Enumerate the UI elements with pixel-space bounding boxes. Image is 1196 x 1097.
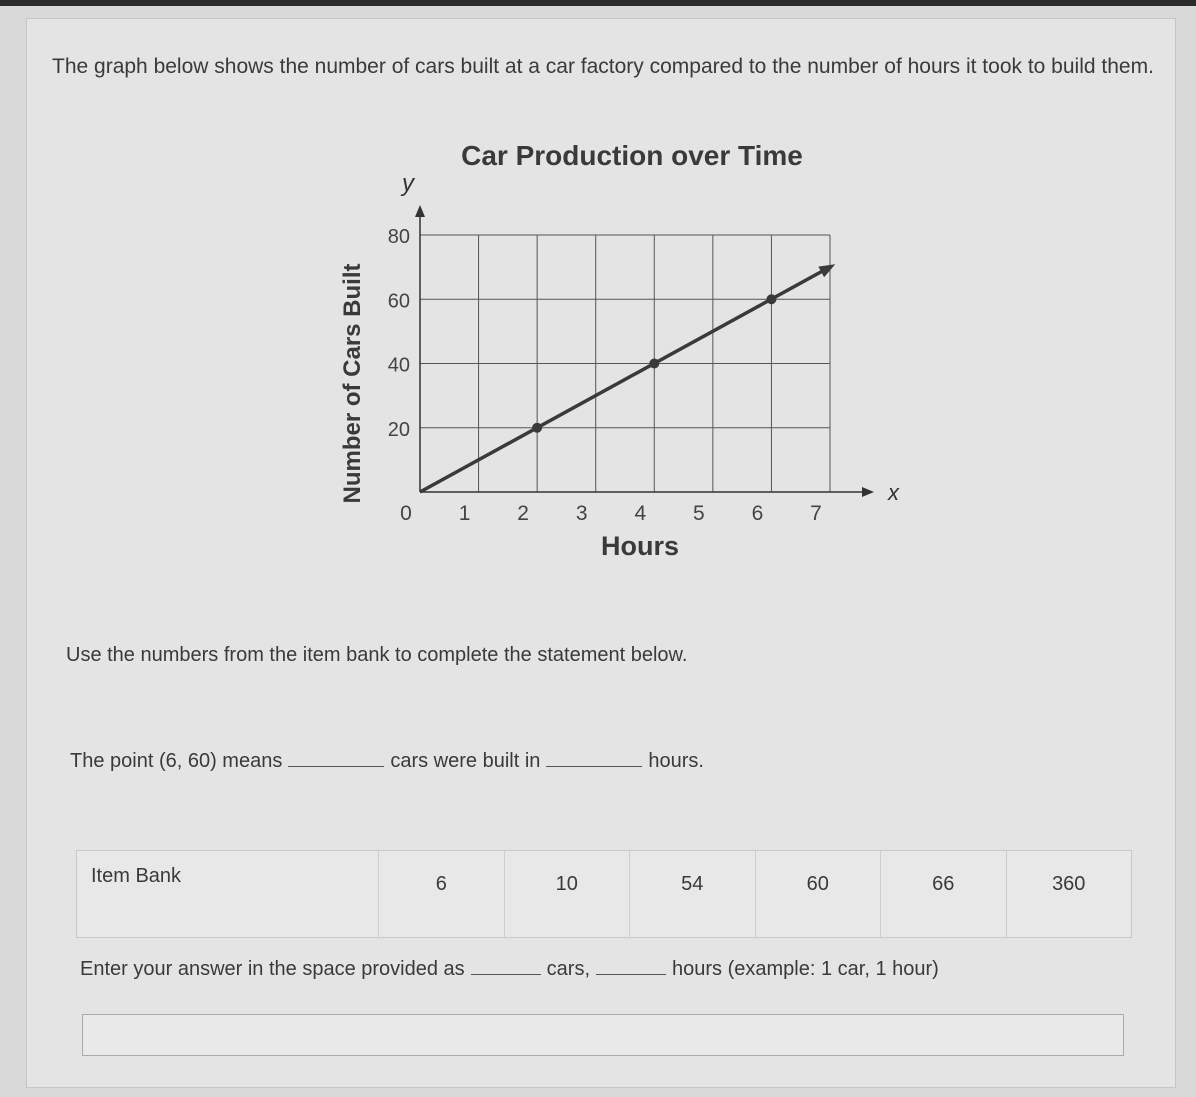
series-line bbox=[420, 269, 826, 492]
item-bank-option[interactable]: 66 bbox=[881, 851, 1007, 937]
statement-part-3: hours. bbox=[648, 750, 704, 772]
x-axis-letter: x bbox=[888, 480, 899, 505]
x-tick-label: 2 bbox=[517, 502, 529, 525]
y-axis-label: Number of Cars Built bbox=[339, 263, 366, 504]
enter-prompt-part-3: hours (example: 1 car, 1 hour) bbox=[672, 958, 939, 980]
chart-title: Car Production over Time bbox=[461, 140, 803, 171]
statement-part-2: cars were built in bbox=[390, 750, 541, 772]
item-bank-label: Item Bank bbox=[77, 851, 379, 937]
x-tick-label: 4 bbox=[634, 502, 647, 525]
item-bank-option[interactable]: 360 bbox=[1052, 873, 1086, 895]
x-axis-label: Hours bbox=[600, 531, 680, 561]
item-bank-option[interactable]: 60 bbox=[756, 851, 882, 937]
y-axis-letter: y bbox=[402, 170, 414, 197]
x-tick-label: 5 bbox=[693, 502, 705, 525]
statement bbox=[70, 746, 704, 773]
x-axis-arrow bbox=[862, 487, 874, 497]
y-tick-label: 40 bbox=[387, 354, 410, 377]
item-bank-option[interactable]: 10 bbox=[505, 851, 631, 937]
x-tick-label: 7 bbox=[810, 502, 822, 525]
enter-cars-blank bbox=[471, 954, 541, 975]
x-tick-label: 6 bbox=[751, 502, 764, 525]
data-point bbox=[532, 423, 542, 433]
item-bank-option[interactable]: 54 bbox=[630, 851, 756, 937]
item-bank-option[interactable]: 6 bbox=[379, 851, 505, 937]
chart-svg bbox=[320, 135, 900, 575]
item-bank bbox=[76, 850, 1132, 938]
statement-part-1: The point (6, 60) means bbox=[70, 750, 283, 772]
data-point bbox=[766, 294, 776, 304]
y-axis-arrow bbox=[415, 205, 425, 217]
series-line-arrow bbox=[818, 264, 835, 277]
answer-input[interactable] bbox=[82, 1014, 1124, 1056]
x-tick-label: 0 bbox=[400, 502, 412, 525]
enter-prompt-part-2: cars, bbox=[546, 958, 591, 980]
window-top-bar bbox=[0, 0, 1196, 6]
cars-blank[interactable] bbox=[288, 746, 384, 767]
y-tick-label: 80 bbox=[387, 226, 410, 248]
chart bbox=[320, 135, 900, 575]
y-tick-label: 60 bbox=[387, 290, 410, 313]
hours-blank[interactable] bbox=[546, 746, 642, 767]
data-point bbox=[649, 359, 659, 369]
question-intro: The graph below shows the number of cars built at a car factory compared to the number of hours it took to build them. bbox=[52, 55, 1154, 78]
x-tick-label: 1 bbox=[458, 502, 471, 525]
y-tick-label: 20 bbox=[387, 418, 410, 441]
enter-hours-blank bbox=[596, 954, 666, 975]
x-tick-label: 3 bbox=[575, 502, 588, 525]
instruction-text: Use the numbers from the item bank to complete the statement below. bbox=[66, 644, 688, 666]
enter-prompt-part-1: Enter your answer in the space provided as bbox=[80, 958, 465, 980]
enter-prompt bbox=[80, 954, 939, 981]
